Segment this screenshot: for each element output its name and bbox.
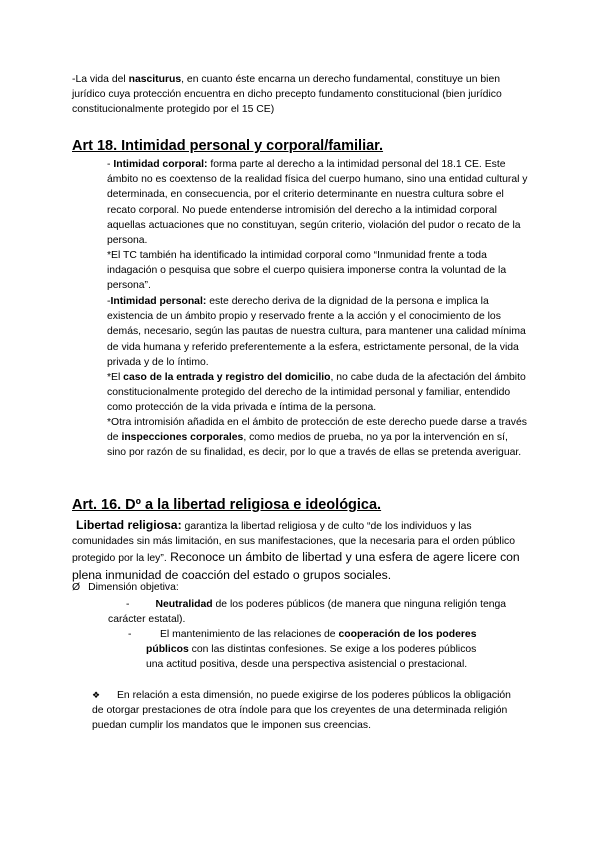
inspecciones-text-start: *Otra intromisión añadida en el ámbito de protección de este derecho puede darse a través de: [107, 417, 527, 444]
intro-text-end: , en cuanto éste encarna un derecho fundamental, constituye un bien jurídico cuya protección encuentra en dicho precepto fundamento constitucional (bien jurídico constitucionalmente protegido por el 15 CE): [72, 74, 502, 116]
dash-marker: -: [126, 599, 130, 610]
neutralidad-text: de los poderes públicos (de manera que ninguna religión tenga carácter estatal).: [108, 599, 507, 626]
art18-intimidad-corporal: [107, 157, 528, 248]
dimension-objetiva-label: Dimensión objetiva:: [88, 582, 179, 593]
dash-marker: -: [107, 159, 114, 170]
art18-tc-note: *El TC también ha identificado la intimidad corporal como “Inmunidad frente a toda indagación o pesquisa que sobre el cuerpo quisiera imponerse contra la voluntad de la persona”.: [107, 250, 507, 292]
intimidad-corporal-term: Intimidad corporal:: [113, 159, 208, 170]
diamond-bullet-marker: ❖: [92, 690, 101, 700]
libertad-religiosa-term: Libertad religiosa:: [76, 518, 182, 532]
nasciturus-term: nasciturus: [128, 74, 182, 85]
neutralidad-term: Neutralidad: [155, 599, 213, 610]
art18-inspecciones: [107, 415, 528, 461]
art16-heading: Art. 16. Dº a la libertad religiosa e ideológica.: [72, 497, 382, 513]
bullet-cooperacion-marker: -: [128, 629, 132, 640]
art18-heading: Art 18. Intimidad personal y corporal/familiar.: [72, 138, 384, 154]
art18-intimidad-personal: [107, 294, 528, 370]
inspecciones-term: inspecciones corporales: [121, 432, 244, 444]
intimidad-personal-term: Intimidad personal:: [110, 296, 207, 307]
domicilio-text-start: *El: [107, 372, 124, 383]
libertad-religiosa-extension: Reconoce un ámbito de libertad y una esfera de agere licere con plena inmunidad de coacción del estado o grupos sociales.: [72, 550, 520, 582]
intimidad-personal-text: este derecho deriva de la dignidad de la persona e implica la existencia de un ámbito propio y reservado frente a la acción y el conocimiento de los demás, necesario, según las pautas de nuestra cultura, para mantener una calidad mínima de vida humana y referido preferentemente a la esfera, estrictamente personal, de la vida privada y de lo íntimo.: [107, 296, 526, 368]
art18-domicilio: [107, 370, 528, 416]
cooperacion-text-end: con las distintas confesiones. Se exige a los poderes públicos una actitud positiva, desde una perspectiva asistencial o prestacional.: [146, 644, 477, 671]
art16-libertad-religiosa: [72, 517, 530, 584]
dimension-objetiva-line: [72, 580, 528, 595]
cooperacion-term: cooperación de los poderes públicos: [146, 629, 477, 656]
intro-paragraph: [72, 72, 528, 118]
inspecciones-text-end: , como medios de prueba, no ya por la intervención en sí, sino por razón de su finalidad, es decir, por lo que a través de ellas se pretenda averiguar.: [107, 432, 522, 459]
bullet-neutralidad: [108, 597, 528, 627]
domicilio-text-end: , no cabe duda de la afectación del ámbito constitucionalmente protegido del derecho de la intimidad personal y familiar, entendido como protección de la vida privada e íntima de la persona.: [107, 372, 526, 414]
libertad-religiosa-text: garantiza la libertad religiosa y de culto “de los individuos y las comunidades sin más limitación, en sus manifestaciones, que la necesaria para el orden público protegido por la ley”.: [72, 521, 516, 565]
dash-marker: -: [107, 296, 111, 307]
intimidad-corporal-text: forma parte al derecho a la intimidad personal del 18.1 CE. Este ámbito no es coextenso de la realidad física del cuerpo humano, sino una entidad cultural y determinada, en consecuencia, por el criterio determinante en nuestra cultura sobre el recato corporal. No puede entenderse intromisión del derecho a la intimidad corporal aquellas actuaciones que no constituyan, según criterio, violación del pudor o recato de la persona.: [107, 159, 528, 247]
arrow-bullet-icon: Ø: [72, 582, 81, 593]
intro-text-start: -La vida del: [72, 74, 129, 85]
relacion-dimension-text: En relación a esta dimensión, no puede exigirse de los poderes públicos la obligación de otorgar prestaciones de otra índole para que los creyentes de una determinada religión puedan cumplir los mandatos que le imponen sus creencias.: [92, 690, 511, 732]
bullet-cooperacion: [146, 627, 496, 673]
domicilio-term: caso de la entrada y registro del domicilio: [123, 372, 331, 383]
cooperacion-text-start: El mantenimiento de las relaciones de: [160, 629, 339, 640]
relacion-dimension-paragraph: [92, 688, 524, 734]
